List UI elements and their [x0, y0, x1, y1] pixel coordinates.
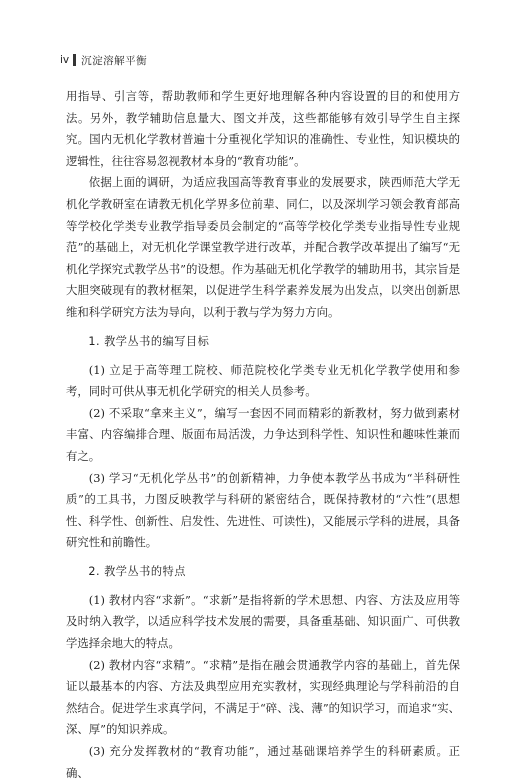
list-item: (2) 不采取“拿来主义”，编写一套因不同而精彩的新教材，努力做到素材丰富、内容编排合理、版面布局活泼，力争达到科学性、知识性和趣味性兼而有之。: [66, 405, 460, 463]
running-header-title: 沉淀溶解平衡: [81, 54, 148, 67]
list-item: (3) 学习“无机化学丛书”的创新精神，力争使本教学丛书成为“半科研性质”的工具书，力图反映教学与科研的紧密结合，既保持教材的“六性”(思想性、科学性、创新性、启发性、先进性、可读性)，又能展示学科的进展，具备研究性和前瞻性。: [66, 470, 460, 550]
list-item: (1) 立足于高等理工院校、师范院校化学类专业无机化学教学使用和参考，同时可供从事无机化学研究的相关人员参考。: [66, 362, 460, 399]
list-item: (3) 充分发挥教材的“教育功能”，通过基础课培养学生的科研素质。正确、: [66, 744, 460, 780]
list-item: (2) 教材内容“求精”。“求精”是指在融会贯通教学内容的基础上，首先保证以最基本的内容、方法及典型应用充实教材，实现经典理论与学科前沿的自然结合。促进学生求真学问，不满足于“碎、浅、薄”的知识学习，而追求“实、深、厚”的知识养成。: [66, 657, 460, 737]
list-item: (1) 教材内容“求新”。“求新”是指将新的学术思想、内容、方法及应用等及时纳入教学，以适应科学技术发展的需要，具备重基础、知识面广、可供教学选择余地大的特点。: [66, 592, 460, 651]
body-paragraph: 用指导、引言等，帮助教师和学生更好地理解各种内容设置的目的和使用方法。另外，教学辅助信息量大、图文并茂，这些都能够有效引导学生自主探究。国内无机化学教材普遍十分重视化学知识的准确性、专业性，知识模块的逻辑性，往往容易忽视教材本身的“教育功能”。: [66, 89, 460, 168]
section-heading: 2. 教学丛书的特点: [88, 564, 186, 578]
body-paragraph: 依据上面的调研，为适应我国高等教育事业的发展要求，陕西师范大学无机化学教研室在请教无机化学界多位前辈、同仁，以及深圳学习领会教育部高等学校化学类专业教学指导委员会制定的“高等学校化学类专业指导性专业规范”的基础上，对无机化学课堂教学进行改革，并配合教学改革提出了编写“无机化学探究式教学丛书”的设想。作为基础无机化学教学的辅助用书，其宗旨是大胆突破现有的教材框架，以促进学生科学素养发展为出发点，以突出创新思维和科学研究方法为导向，以利于教与学为努力方向。: [66, 175, 460, 319]
page-number: iv: [60, 54, 70, 66]
header-divider-bar: [73, 54, 76, 66]
page-body: [66, 86, 460, 784]
running-header: [60, 52, 147, 68]
section-heading: 1. 教学丛书的编写目标: [88, 334, 210, 348]
